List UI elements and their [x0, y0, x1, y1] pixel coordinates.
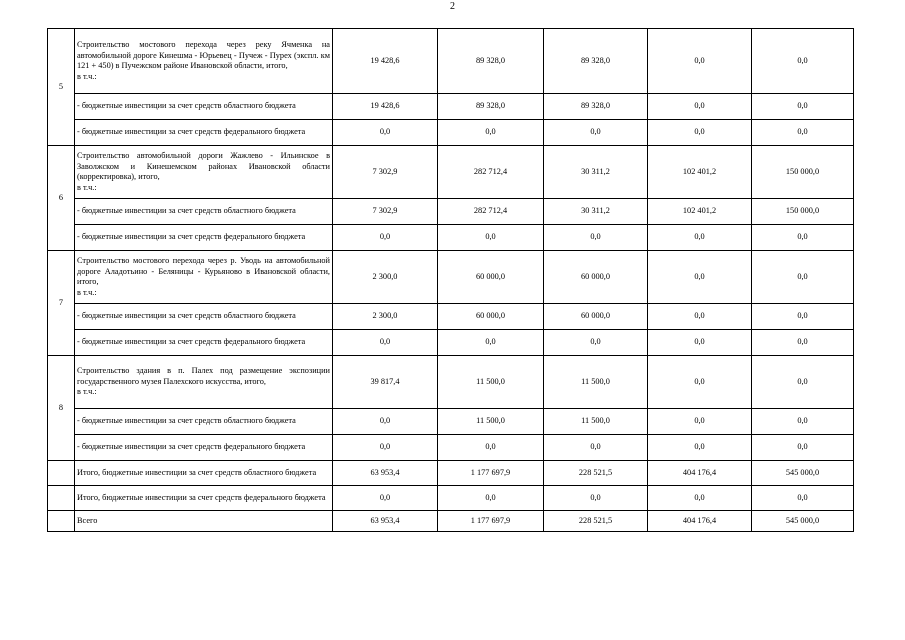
value-cell: 228 521,5 [544, 511, 648, 532]
value-cell: 0,0 [752, 251, 854, 304]
value-cell: 39 817,4 [333, 356, 438, 409]
value-cell: 0,0 [438, 435, 544, 461]
regional-budget-row [48, 94, 854, 120]
value-cell: 11 500,0 [544, 409, 648, 435]
total-description: Всего [75, 511, 333, 532]
value-cell: 0,0 [648, 409, 752, 435]
value-cell: 0,0 [752, 225, 854, 251]
value-cell: 0,0 [648, 29, 752, 94]
value-cell: 30 311,2 [544, 199, 648, 225]
value-cell: 0,0 [438, 120, 544, 146]
value-cell: 0,0 [648, 356, 752, 409]
value-cell: 1 177 697,9 [438, 511, 544, 532]
description-line: Строительство мостового перехода через р. Уводь на автомобильной дороге Аладотьино - Беляницы - Курьяново в Ивановской области, итого, [77, 256, 330, 286]
project-row [48, 29, 854, 94]
total-row [48, 486, 854, 511]
value-cell: 0,0 [648, 225, 752, 251]
regional-budget-description: - бюджетные инвестиции за счет средств областного бюджета [75, 94, 333, 120]
regional-budget-description: - бюджетные инвестиции за счет средств областного бюджета [75, 199, 333, 225]
value-cell: 0,0 [544, 486, 648, 511]
value-cell: 0,0 [333, 409, 438, 435]
value-cell: 2 300,0 [333, 304, 438, 330]
grand-total-row [48, 511, 854, 532]
value-cell: 0,0 [648, 304, 752, 330]
value-cell: 0,0 [333, 330, 438, 356]
project-description [75, 29, 333, 94]
value-cell: 0,0 [648, 120, 752, 146]
row-number: 7 [48, 251, 75, 356]
row-number: 6 [48, 146, 75, 251]
value-cell: 0,0 [333, 435, 438, 461]
value-cell: 7 302,9 [333, 146, 438, 199]
description-line: в т.ч.: [77, 182, 97, 192]
value-cell: 63 953,4 [333, 461, 438, 486]
value-cell: 545 000,0 [752, 511, 854, 532]
value-cell: 60 000,0 [438, 304, 544, 330]
value-cell: 60 000,0 [544, 251, 648, 304]
federal-budget-description: - бюджетные инвестиции за счет средств федерального бюджета [75, 435, 333, 461]
value-cell: 404 176,4 [648, 461, 752, 486]
value-cell: 102 401,2 [648, 199, 752, 225]
project-row [48, 356, 854, 409]
federal-budget-row [48, 435, 854, 461]
value-cell: 0,0 [648, 330, 752, 356]
value-cell: 0,0 [438, 486, 544, 511]
row-number: 5 [48, 29, 75, 146]
value-cell: 30 311,2 [544, 146, 648, 199]
value-cell: 1 177 697,9 [438, 461, 544, 486]
federal-budget-description: - бюджетные инвестиции за счет средств федерального бюджета [75, 120, 333, 146]
federal-budget-row [48, 120, 854, 146]
value-cell: 0,0 [752, 435, 854, 461]
value-cell: 0,0 [752, 120, 854, 146]
value-cell: 228 521,5 [544, 461, 648, 486]
project-description [75, 251, 333, 304]
federal-budget-row [48, 330, 854, 356]
value-cell: 102 401,2 [648, 146, 752, 199]
value-cell: 2 300,0 [333, 251, 438, 304]
regional-budget-description: - бюджетные инвестиции за счет средств областного бюджета [75, 304, 333, 330]
value-cell: 89 328,0 [544, 29, 648, 94]
value-cell: 0,0 [752, 330, 854, 356]
value-cell: 0,0 [752, 409, 854, 435]
total-description: Итого, бюджетные инвестиции за счет средств федерального бюджета [75, 486, 333, 511]
value-cell: 60 000,0 [438, 251, 544, 304]
value-cell: 89 328,0 [544, 94, 648, 120]
page-number: 2 [450, 1, 455, 12]
empty-number-cell [48, 511, 75, 532]
row-number: 8 [48, 356, 75, 461]
description-line: Строительство автомобильной дороги Жажлево - Ильинское в Заволжском и Кинешемском районах Ивановской области (корректировка), итого, [77, 151, 330, 181]
value-cell: 0,0 [752, 356, 854, 409]
description-line: в т.ч.: [77, 287, 97, 297]
regional-budget-description: - бюджетные инвестиции за счет средств областного бюджета [75, 409, 333, 435]
value-cell: 0,0 [333, 225, 438, 251]
federal-budget-row [48, 225, 854, 251]
federal-budget-description: - бюджетные инвестиции за счет средств федерального бюджета [75, 330, 333, 356]
value-cell: 150 000,0 [752, 199, 854, 225]
value-cell: 0,0 [544, 225, 648, 251]
value-cell: 0,0 [752, 304, 854, 330]
value-cell: 0,0 [438, 225, 544, 251]
value-cell: 60 000,0 [544, 304, 648, 330]
regional-budget-row [48, 199, 854, 225]
value-cell: 150 000,0 [752, 146, 854, 199]
budget-investment-table [47, 28, 854, 532]
value-cell: 19 428,6 [333, 94, 438, 120]
value-cell: 404 176,4 [648, 511, 752, 532]
project-row [48, 251, 854, 304]
value-cell: 11 500,0 [544, 356, 648, 409]
project-description [75, 356, 333, 409]
federal-budget-description: - бюджетные инвестиции за счет средств федерального бюджета [75, 225, 333, 251]
value-cell: 63 953,4 [333, 511, 438, 532]
value-cell: 89 328,0 [438, 94, 544, 120]
value-cell: 0,0 [333, 486, 438, 511]
empty-number-cell [48, 486, 75, 511]
value-cell: 282 712,4 [438, 199, 544, 225]
value-cell: 89 328,0 [438, 29, 544, 94]
description-line: Строительство мостового перехода через реку Ячменка на автомобильной дороге Кинешма - Юрьевец - Пучеж - Пурех (экспл. км 121 + 450) в Пучежском районе Ивановской области, итого, [77, 40, 330, 70]
value-cell: 545 000,0 [752, 461, 854, 486]
value-cell: 0,0 [648, 486, 752, 511]
project-description [75, 146, 333, 199]
value-cell: 11 500,0 [438, 356, 544, 409]
value-cell: 11 500,0 [438, 409, 544, 435]
value-cell: 0,0 [544, 330, 648, 356]
description-line: в т.ч.: [77, 387, 97, 397]
value-cell: 0,0 [648, 435, 752, 461]
value-cell: 0,0 [752, 94, 854, 120]
total-row [48, 461, 854, 486]
value-cell: 0,0 [544, 435, 648, 461]
description-line: в т.ч.: [77, 71, 97, 81]
value-cell: 0,0 [648, 94, 752, 120]
value-cell: 0,0 [438, 330, 544, 356]
value-cell: 19 428,6 [333, 29, 438, 94]
regional-budget-row [48, 409, 854, 435]
project-row [48, 146, 854, 199]
table-body [48, 29, 854, 532]
value-cell: 282 712,4 [438, 146, 544, 199]
total-description: Итого, бюджетные инвестиции за счет средств областного бюджета [75, 461, 333, 486]
value-cell: 0,0 [752, 486, 854, 511]
value-cell: 0,0 [333, 120, 438, 146]
description-line: Строительство здания в п. Палех под размещение экспозиции государственного музея Палехского искусства, итого, [77, 366, 330, 386]
value-cell: 7 302,9 [333, 199, 438, 225]
value-cell: 0,0 [544, 120, 648, 146]
regional-budget-row [48, 304, 854, 330]
value-cell: 0,0 [648, 251, 752, 304]
value-cell: 0,0 [752, 29, 854, 94]
empty-number-cell [48, 461, 75, 486]
